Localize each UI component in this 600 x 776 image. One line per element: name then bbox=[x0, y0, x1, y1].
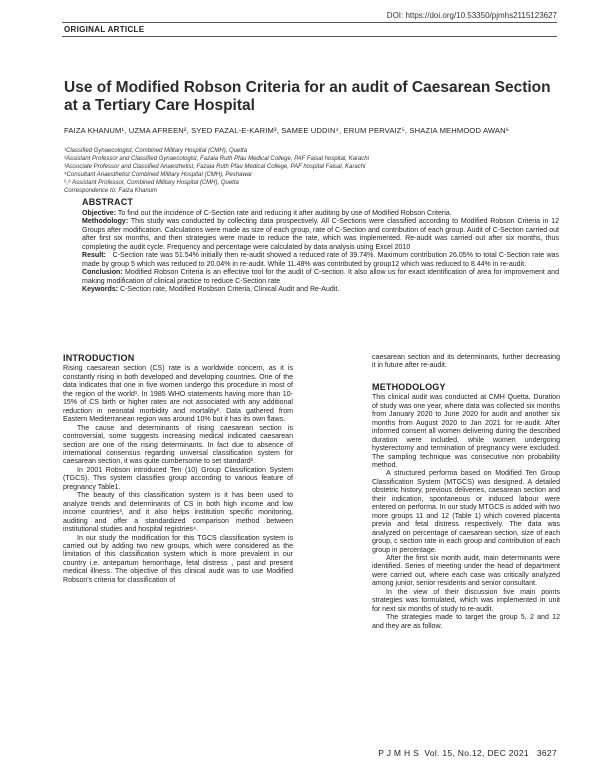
method-paragraph-2: A structured performa based on Modified Ten Group Classification System (MTGCS) was designed. A detailed obstetric history, previous deliveries, caesarean section and their indication, spontaneous or induced labour were entered on performa. In our study MTGCS is added with two more groups 11 and 12 (Table 1) which covered placenta previa and fetal distress respectively. The data was analyzed on percentage of caesarean section, size of each group, c section rate in each group and contribution of each group in percentage. bbox=[372, 470, 561, 554]
abstract-objective bbox=[82, 210, 559, 218]
affiliation-2: ²Assistant Professor and Classified Gynaecologist, Fazaia Ruth Pfau Medical College, PAF Faisal hospital, Karachi bbox=[64, 156, 369, 163]
intro-paragraph-5: In our study the modification for this TGCS classification system is carried out by adding two new groups, which were considered as the limitation of this classification system which is more prevalent in our country i.e. antepartum hemorrhage, fetal distress , past and present medical illness. The objective of this clinical audit was to use Modified Robson's criteria for classification of bbox=[63, 534, 293, 584]
result-text: C-Section rate was 51.54% initially then re-audit showed a reduced rate of 39.74%. Maximum contribution 26.05% to total C-Section rate was made by group 5 which was reduced to 20.04% in re-audit. While 11.48% was contributed by group12 which was reduced to 8.44% in re-audit. bbox=[82, 252, 561, 268]
abstract-result bbox=[82, 252, 559, 269]
keywords-text: C-Section rate, Modified Rosbson Criteria, Clinical Audit and Re-Audit. bbox=[118, 286, 340, 294]
objective-text: To find out the incidence of C-Section rate and reducing it after auditing by use of Modified Robson Criteria. bbox=[116, 210, 452, 217]
article-type: ORIGINAL ARTICLE bbox=[64, 25, 145, 34]
intro-paragraph-4: The beauty of this classification system is it has been used to analyze trends and determinants of CS in both high income and low income countries³, and it also helps institution specific monitoring, auditing and offer a standardized comparison method between institutional studies and hospital registries⁴. bbox=[63, 492, 293, 534]
objective-label: Objective: bbox=[82, 210, 117, 217]
method-paragraph-5: The strategies made to target the group 5, 2 and 12 and they are as follow. bbox=[372, 614, 560, 630]
abstract-methodology bbox=[82, 218, 559, 252]
conclusion-text: Modified Robson Criteria is an effective tool for the audit of C-section. It also allow us for exact identification of area for improvement and making modification of clinical practice to reduce C-Section rate bbox=[82, 269, 559, 285]
method-paragraph-3: After the first six month audit, main determinants were identified. Series of meeting under the head of department were carried out, where each case was critically analyzed among junior, senior residents and senior consultant. bbox=[372, 554, 560, 588]
left-column bbox=[63, 354, 293, 585]
article-title: Use of Modified Robson Criteria for an audit of Caesarean Section at a Tertiary Care Hospital bbox=[64, 79, 551, 114]
conclusion-label: Conclusion: bbox=[82, 269, 123, 277]
methodology-label: Methodology: bbox=[82, 218, 129, 226]
correspondence: Correspondence to: Faiza Khanum bbox=[64, 188, 158, 195]
abstract-keywords bbox=[82, 286, 559, 294]
doi-line[interactable]: DOI: https://doi.org/10.53350/pjmhs2115123627 bbox=[386, 11, 557, 20]
affiliation-1: ¹Classified Gynaecologist, Combined Military Hospital (CMH), Quetta bbox=[64, 148, 248, 154]
methodology-heading: METHODOLOGY bbox=[372, 381, 446, 392]
result-label: Result: bbox=[82, 252, 106, 260]
intro-continuation: caesarean section and its determinants, further decreasing it in future after re-audit. bbox=[372, 354, 560, 370]
abstract-conclusion bbox=[82, 269, 559, 286]
introduction-heading: INTRODUCTION bbox=[63, 353, 135, 363]
author-list: FAIZA KHANUM¹, UZMA AFREEN², SYED FAZAL-E-KARIM³, SAMEE UDDIN⁴, ERUM PERVAIZ⁵, SHAZIA MEHMOOD AWAN⁶ bbox=[64, 126, 510, 135]
intro-paragraph-1: Rising caesarean section (CS) rate is a worldwide concern, as it is constantly rising in both developed and developing countries. One of the data indicates that one in five women undergo this procedure in most of the region of the world¹. In 1985 WHO statements having more than 10-15% of CS birth or higher rates are not associated with any additional reduction in neonatal morbidity and mortality². Data gathered from Eastern Mediterranean region was around 10% but it has its own flaws. bbox=[63, 365, 293, 424]
affiliation-4: ⁴Consultant Anaesthetist Combined Military Hospital (CMH), Peshawar bbox=[64, 172, 253, 179]
intro-paragraph-3: In 2001 Robson introduced Ten (10) Group Classification System (TGCS). This system classifies group according to various feature of pregnancy Table1. bbox=[63, 466, 293, 491]
abstract-section bbox=[82, 197, 559, 295]
abstract-heading: ABSTRACT bbox=[82, 197, 134, 207]
affiliations bbox=[64, 147, 559, 196]
header-rule-top bbox=[62, 22, 557, 23]
page-footer: P J M H S Vol. 15, No.12, DEC 2021 3627 bbox=[378, 748, 557, 758]
affiliation-5: ⁵,⁶ Assistant Professor, Combined Military Hospital (CMH), Quetta bbox=[64, 180, 239, 187]
method-paragraph-1: This clinical audit was conducted at CMH Quetta. Duration of study was one year, where data was collected six months from January 2020 to June 2020 for audit and another six months from August 2020 to Jan 2021 for re-audit. After informed consent all women delivering during the described duration were included, while women undergoing hysterectomy and termination of pregnancy were excluded. The sampling technique was consecutive non probability method. bbox=[372, 394, 560, 469]
header-rule-bottom bbox=[62, 36, 557, 37]
intro-paragraph-2: The cause and determinants of rising caesarean section is controversial, some suggests increasing medical indicated caesarean section are one of the rising determinants. In fact due to absence of international consensus regarding universal classification system for caesarean section, it was quite cumbersome to set standard². bbox=[63, 424, 293, 466]
affiliation-3: ³Associate Professor and Classified Anaesthetist, Fazaia Ruth Pfau Medical College, PAF hospital Faisal, Karachi bbox=[64, 164, 366, 171]
methodology-text: This study was conducted by collecting data prospectively. All C-Sections were classified according to Modified Robson Criteria in 12 Groups after modification. Calculations were made as size of each group, rate of C-Section and contribution of each group. Audit of C-Section carried out after first six months, and then strategies were made to reduce the rate, which was implemented. Re-audit was carried out after six months, thus completing the audit cycle. Frequency and percentage were calculated by data analysis using Excel 2010 bbox=[82, 218, 559, 251]
method-paragraph-4: In the view of their discussion five main points strategies was formulated, which was implemented in unit for next six months of study to re-audit. bbox=[372, 588, 560, 613]
keywords-label: Keywords: bbox=[82, 286, 119, 294]
right-column bbox=[372, 354, 560, 631]
